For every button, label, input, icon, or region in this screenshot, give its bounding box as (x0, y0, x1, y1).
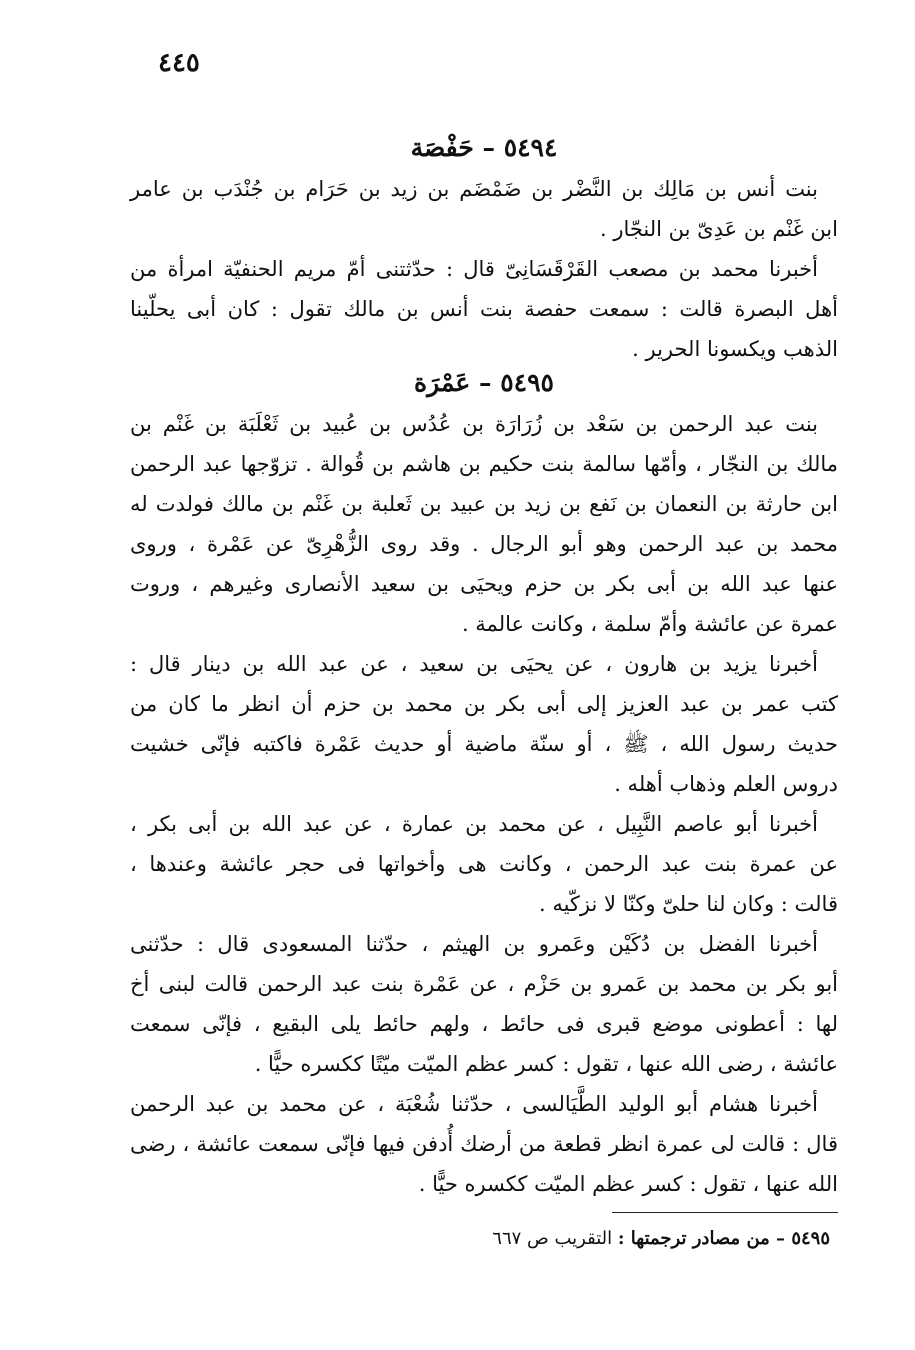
paragraph (130, 169, 838, 249)
entry-hafsa (130, 127, 838, 369)
paragraph (130, 924, 838, 1084)
entry-heading: ٥٤٩٥ – عَمْرَة (414, 368, 554, 397)
text-line: عمرة عن عائشة وأمّ سلمة ، وكانت عالمة . (461, 612, 838, 636)
text-line: قال : قالت لى عمرة انظر قطعة من أرضك أُدفن فيها فإنّى سمعت عائشة ، رضى (130, 1132, 838, 1156)
text-line: مالك بن النجّار ، وأمّها سالمة بنت حكيم بن هاشم بن قُوالة . تزوّجها عبد الرحمن (130, 452, 838, 476)
text-line: ابن حارثة بن النعمان بن نَفع بن زيد بن عبيد بن ثَعلبة بن غَنْم بن مالك فولدت له (130, 492, 838, 516)
text-line: الله عنها ، تقول : كسر عظم الميّت ككسره حيًّا . (418, 1172, 838, 1196)
entry-amra (130, 362, 838, 1204)
text-line: عنها عبد الله بن أبى بكر بن حزم ويحيَى بن سعيد الأنصارى وغيرهم ، وروت (130, 572, 838, 596)
paragraph (130, 644, 838, 804)
paragraph (130, 404, 838, 644)
page-number: ٤٤٥ (158, 48, 200, 78)
footnote-text: التقريب ص ٦٦٧ (492, 1228, 613, 1249)
paragraph (130, 249, 838, 369)
text-line: أهل البصرة قالت : سمعت حفصة بنت أنس بن مالك تقول : كان أبى يحلّينا (130, 297, 838, 321)
text-line: عن عمرة بنت عبد الرحمن ، وكانت هى وأخواتها فى حجر عائشة وعندها ، (130, 852, 838, 876)
text-line: بنت عبد الرحمن بن سَعْد بن زُرَارَة بن عُدُس بن عُبيد بن ثَعْلَبَة بن غَنْم بن (130, 412, 818, 436)
text-line: حديث رسول الله ، ﷺ ، أو سنّة ماضية أو حديث عَمْرة فاكتبه فإنّى خشيت (130, 732, 838, 756)
text-line: محمد بن عبد الرحمن وهو أبو الرجال . وقد روى الزُّهْرِىّ عن عَمْرة ، وروى (130, 532, 838, 556)
footnote-label: ٥٤٩٥ – من مصادر ترجمتها : (617, 1228, 830, 1249)
text-line: أخبرنا هشام أبو الوليد الطَّيَالسى ، حدّثنا شُعْبَة ، عن محمد بن عبد الرحمن (130, 1092, 818, 1116)
text-line: قالت : وكان لنا حلىّ وكنّا لا نزكّيه . (538, 892, 838, 916)
text-line: بنت أنس بن مَالِك بن النَّضْر بن ضَمْضَم بن زيد بن حَرَام بن جُنْدَب بن عامر (130, 177, 818, 201)
text-line: عائشة ، رضى الله عنها ، تقول : كسر عظم الميّت ميّتًا ككسره حيًّا . (254, 1052, 838, 1076)
footnote-divider (612, 1212, 838, 1213)
entry-heading: ٥٤٩٤ – حَفْصَة (410, 133, 558, 162)
text-line: لها : أعطونى موضع قبرى فى حائط ، ولهم حائط يلى البقيع ، فإنّى سمعت (130, 1012, 838, 1036)
text-line: أخبرنا الفضل بن دُكَيْن وعَمرو بن الهيثم ، حدّثنا المسعودى قال : حدّثنى (130, 932, 818, 956)
text-line: ابن غَنْم بن عَدِىّ بن النجّار . (599, 217, 838, 241)
text-line: أخبرنا محمد بن مصعب القَرْقَسَانِىّ قال : حدّثتنى أمّ مريم الحنفيّة امرأة من (130, 257, 818, 281)
text-line: أخبرنا أبو عاصم النَّبِيل ، عن محمد بن عمارة ، عن عبد الله بن أبى بكر ، (130, 812, 818, 836)
text-line: دروس العلم وذهاب أهله . (614, 772, 838, 796)
footnote (400, 1222, 830, 1256)
text-line: أخبرنا يزيد بن هارون ، عن يحيَى بن سعيد ، عن عبد الله بن دينار قال : (130, 652, 818, 676)
paragraph (130, 804, 838, 924)
text-line: أبو بكر بن محمد بن عَمرو بن حَزْم ، عن عَمْرة بنت عبد الرحمن قالت لبنى أخ (130, 972, 838, 996)
paragraph (130, 1084, 838, 1204)
text-line: الذهب ويكسونا الحرير . (632, 337, 838, 361)
text-line: كتب عمر بن عبد العزيز إلى أبى بكر بن محمد بن حزم أن انظر ما كان من (130, 692, 838, 716)
